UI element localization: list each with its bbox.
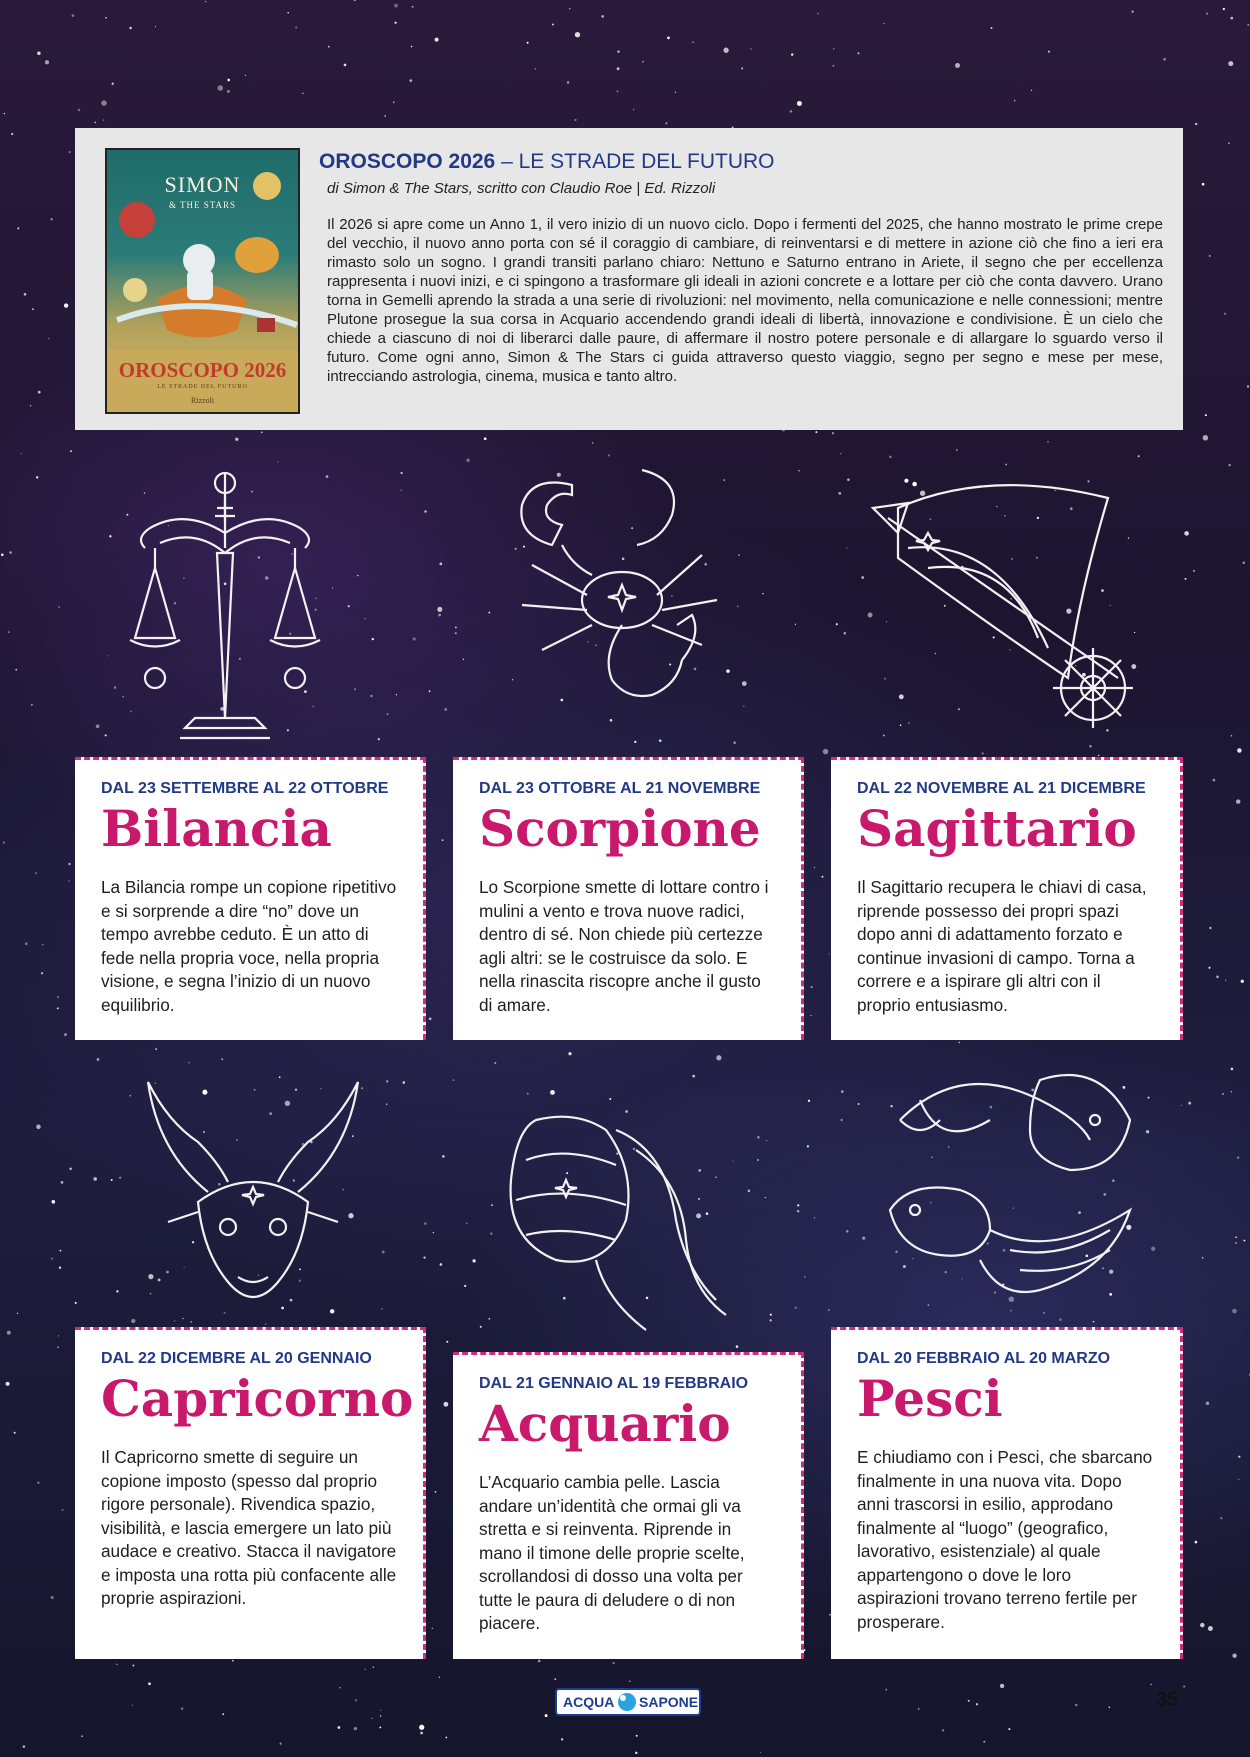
book-promo-box bbox=[75, 128, 1183, 430]
sign-name: Bilancia bbox=[101, 799, 332, 858]
scorpio-scorpion-icon bbox=[502, 465, 742, 745]
cover-tagline: LE STRADE DEL FUTURO bbox=[157, 384, 248, 390]
book-title-rest: – LE STRADE DEL FUTURO bbox=[495, 150, 775, 173]
book-byline: di Simon & The Stars, scritto con Claudio Roe | Ed. Rizzoli bbox=[327, 180, 716, 197]
book-title-strong: OROSCOPO 2026 bbox=[319, 150, 496, 173]
aquarius-urn-icon bbox=[496, 1090, 736, 1340]
sign-dates: DAL 22 NOVEMBRE AL 21 DICEMBRE bbox=[857, 780, 1146, 797]
cover-author-sub: & THE STARS bbox=[168, 200, 237, 210]
libra-scales-icon bbox=[125, 468, 325, 748]
sign-dates: DAL 21 GENNAIO AL 19 FEBBRAIO bbox=[479, 1375, 749, 1392]
book-title bbox=[319, 150, 775, 174]
capricorn-goat-icon bbox=[138, 1062, 368, 1322]
cover-author: SIMON bbox=[164, 172, 241, 197]
sign-description: La Bilancia rompe un copione ripetitivo e si sorprende a dire “no” dove un tempo avrebbe ceduto. È un atto di fede nella propria voce, nella propria visione, e segna l’inizio di un nuovo equilibrio. bbox=[101, 877, 397, 1015]
sign-name: Acquario bbox=[479, 1394, 731, 1453]
book-description: Il 2026 si apre come un Anno 1, il vero inizio di un nuovo ciclo. Dopo i fermenti del 2025, che hanno mostrato le prime crepe del vecchio, il nuovo anno porta con sé il coraggio di cambiare, di reinventarsi e di mettere in azione ciò che fino a ieri era rimasto solo un sogno. I grandi transiti parlano chiaro: Nettuno e Saturno entrano in Ariete, il segno che per eccellenza rappresenta i nuovi inizi, e ci spingono a trasformare gli ideali in azioni concrete e a lottare per ciò che conta davvero. Urano torna in Gemelli aprendo la strada a una serie di rivoluzioni: nel movimento, nella comunicazione e nelle connessioni; mentre Plutone prosegue la sua corsa in Acquario accendendo grandi ideali di libertà, innovazione e condivisione. È un cielo che chiede a ciascuno di noi di liberarci dalle paure, di affermare il nostro potere personale e di allargare lo sguardo verso il futuro. Come ogni anno, Simon & The Stars ci guida attraverso questo viaggio, segno per segno e mese per mese, intrecciando astrologia, cinema, musica e tanto altro. bbox=[327, 216, 1163, 385]
sign-description: Il Sagittario recupera le chiavi di casa, riprende possesso dei propri spazi dopo anni di adattamento forzato e continue invasioni di campo. Torna a correre e a ispirare gli altri con il proprio entusiasmo. bbox=[857, 877, 1147, 1015]
sign-card-scorpione bbox=[453, 757, 804, 1040]
sign-card-sagittario bbox=[831, 757, 1183, 1040]
sign-description: L’Acquario cambia pelle. Lascia andare un’identità che ormai gli va stretta e si reinventa. Riprende in mano il timone delle proprie scelte, scrollandosi di dosso una volta per tutte le paura di deludere o di non piacere. bbox=[479, 1472, 745, 1633]
sign-description: Il Capricorno smette di seguire un copione imposto (spesso dal proprio rigore personale). Rivendica spazio, visibilità, e lascia emergere un lato più audace e creativo. Stacca il navigatore e imposta una rotta più confacente alle proprie aspirazioni. bbox=[101, 1447, 397, 1608]
sign-card-acquario bbox=[453, 1352, 804, 1659]
cover-title: OROSCOPO 2026 bbox=[118, 358, 287, 382]
sign-card-bilancia bbox=[75, 757, 426, 1040]
cover-publisher: Rizzoli bbox=[190, 396, 215, 405]
sign-card-capricorno bbox=[75, 1327, 426, 1659]
sign-dates: DAL 23 OTTOBRE AL 21 NOVEMBRE bbox=[479, 780, 761, 797]
sign-dates: DAL 20 FEBBRAIO AL 20 MARZO bbox=[857, 1350, 1111, 1367]
book-cover bbox=[105, 148, 300, 414]
sign-name: Capricorno bbox=[101, 1369, 414, 1428]
acqua-sapone-logo bbox=[555, 1688, 701, 1716]
sign-name: Pesci bbox=[857, 1369, 1003, 1428]
sign-name: Sagittario bbox=[857, 799, 1137, 858]
sign-card-pesci bbox=[831, 1327, 1183, 1659]
pisces-fish-icon bbox=[880, 1060, 1140, 1330]
sign-description: E chiudiamo con i Pesci, che sbarcano finalmente in una nuova vita. Dopo anni trascorsi in esilio, approdano finalmente al “luogo” (geografico, lavorativo, esistenziale) al quale appartengono o dove le loro aspirazioni trovano terreno fertile per prosperare. bbox=[857, 1447, 1153, 1632]
sign-description: Lo Scorpione smette di lottare contro i mulini a vento e trova nuove radici, dentro di sé. Non chiede più certezze agli altri: se le costruisce da solo. E nella rinascita riscopre anche il gusto di amare. bbox=[479, 877, 769, 1015]
logo-text-right: SAPONE bbox=[639, 1694, 699, 1710]
page-number: 35 bbox=[1156, 1689, 1179, 1711]
sign-dates: DAL 23 SETTEMBRE AL 22 OTTOBRE bbox=[101, 780, 389, 797]
sign-dates: DAL 22 DICEMBRE AL 20 GENNAIO bbox=[101, 1350, 372, 1367]
sagittarius-bow-icon bbox=[868, 478, 1148, 738]
logo-text-left: ACQUA bbox=[563, 1694, 615, 1710]
sign-name: Scorpione bbox=[479, 799, 761, 858]
